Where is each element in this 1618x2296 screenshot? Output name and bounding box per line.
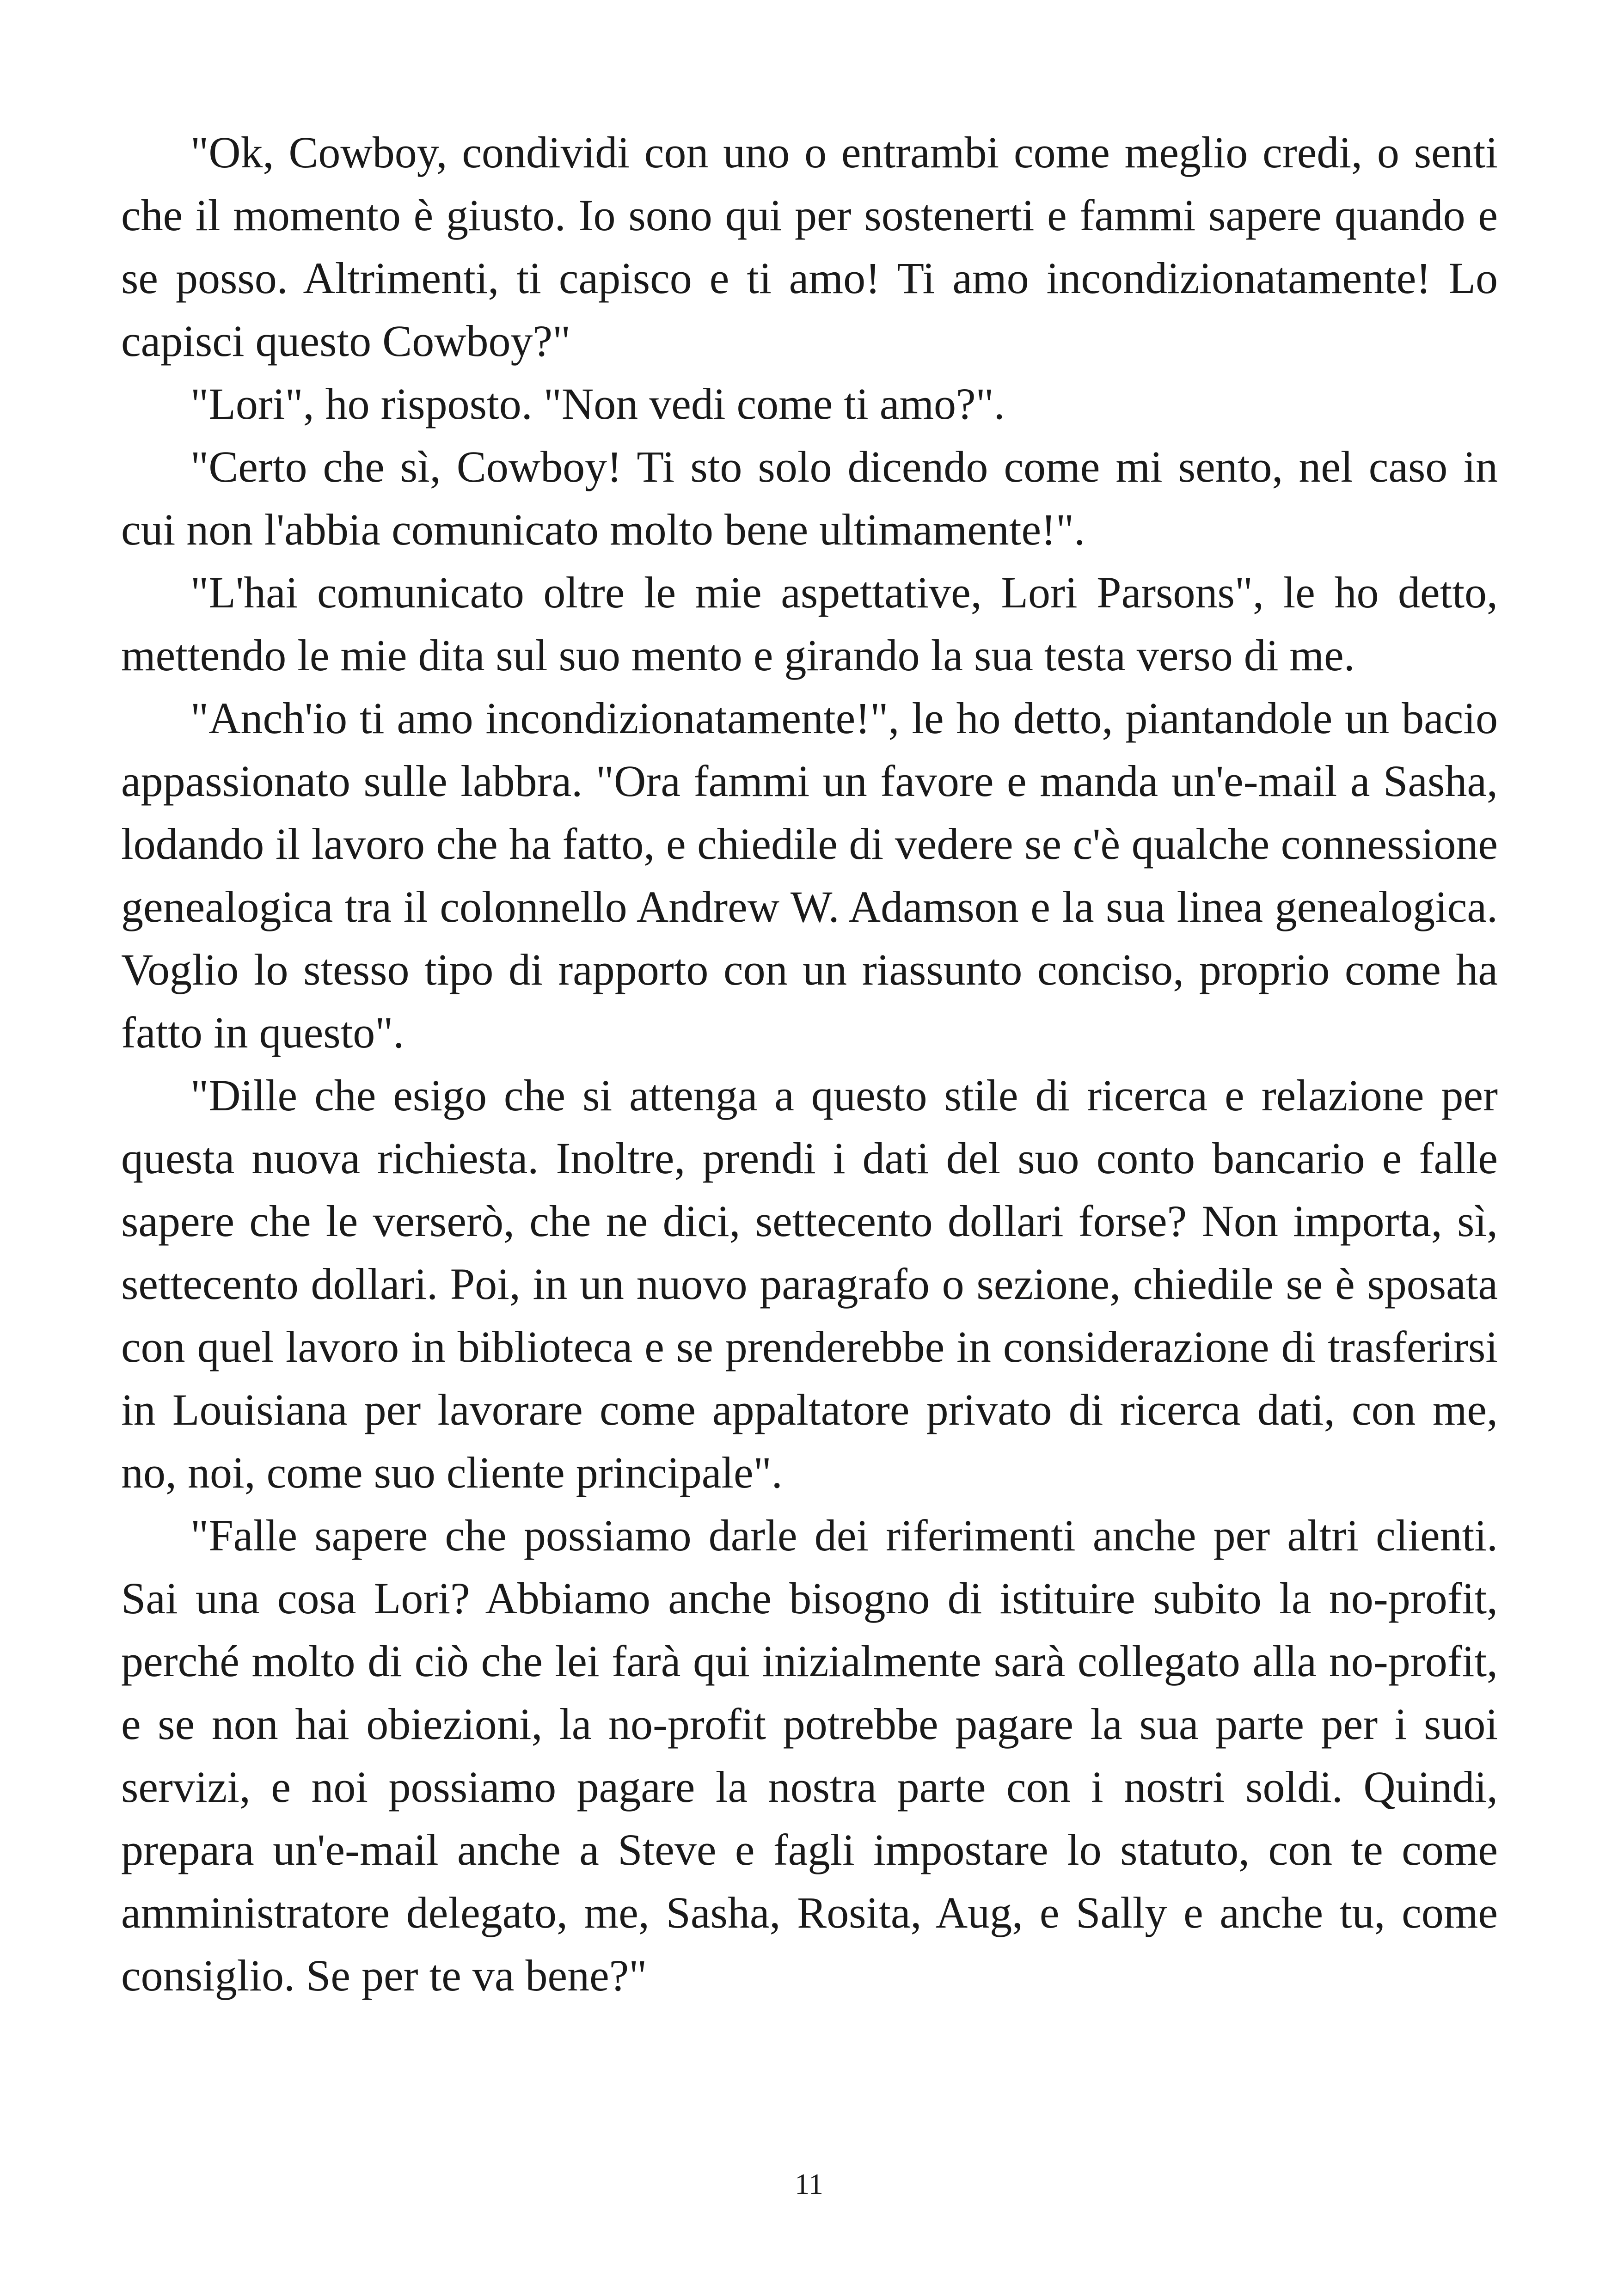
paragraph: "Lori", ho risposto. "Non vedi come ti amo?". [190, 379, 1005, 429]
paragraph: "L'hai comunicato oltre le mie aspettative, Lori Parsons", le ho detto, mettendo le mie dita sul suo mento e girando la sua testa verso di me. [121, 568, 1498, 680]
paragraph: "Anch'io ti amo incondizionatamente!", le ho detto, piantandole un bacio appassionato sulle labbra. "Ora fammi un favore e manda un'e-mail a Sasha, lodando il lavoro che ha fatto, e chiedile di vedere se c'è qualche connessione genealogica tra il colonnello Andrew W. Adamson e la sua linea genealogica. Voglio lo stesso tipo di rapporto con un riassunto conciso, proprio come ha fatto in questo". [121, 693, 1498, 1057]
paragraph: "Falle sapere che possiamo darle dei riferimenti anche per altri clienti. Sai una cosa Lori? Abbiamo anche bisogno di istituire subito la no-profit, perché molto di ciò che lei farà qui inizialmente sarà collegato alla no-profit, e se non hai obiezioni, la no-profit potrebbe pagare la sua parte per i suoi servizi, e noi possiamo pagare la nostra parte con i nostri soldi. Quindi, prepara un'e-mail anche a Steve e fagli impostare lo statuto, con te come amministratore delegato, me, Sasha, Rosita, Aug, e Sally e anche tu, come consiglio. Se per te va bene?" [121, 1511, 1498, 2000]
paragraph: "Ok, Cowboy, condividi con uno o entrambi come meglio credi, o senti che il momento è giusto. Io sono qui per sostenerti e fammi sapere quando e se posso. Altrimenti, ti capisco e ti amo! Ti amo incondizionatamente! Lo capisci questo Cowboy?" [121, 128, 1498, 366]
paragraph: "Certo che sì, Cowboy! Ti sto solo dicendo come mi sento, nel caso in cui non l'abbia comunicato molto bene ultimamente!". [121, 442, 1498, 554]
page-number: 11 [795, 2167, 823, 2200]
paragraph: "Dille che esigo che si attenga a questo stile di ricerca e relazione per questa nuova richiesta. Inoltre, prendi i dati del suo conto bancario e falle sapere che le verserò, che ne dici, settecento dollari forse? Non importa, sì, settecento dollari. Poi, in un nuovo paragrafo o sezione, chiedile se è sposata con quel lavoro in biblioteca e se prenderebbe in considerazione di trasferirsi in Louisiana per lavorare come appaltatore privato di ricerca dati, con me, no, noi, come suo cliente principale". [121, 1071, 1498, 1497]
page-body [121, 121, 1498, 2007]
